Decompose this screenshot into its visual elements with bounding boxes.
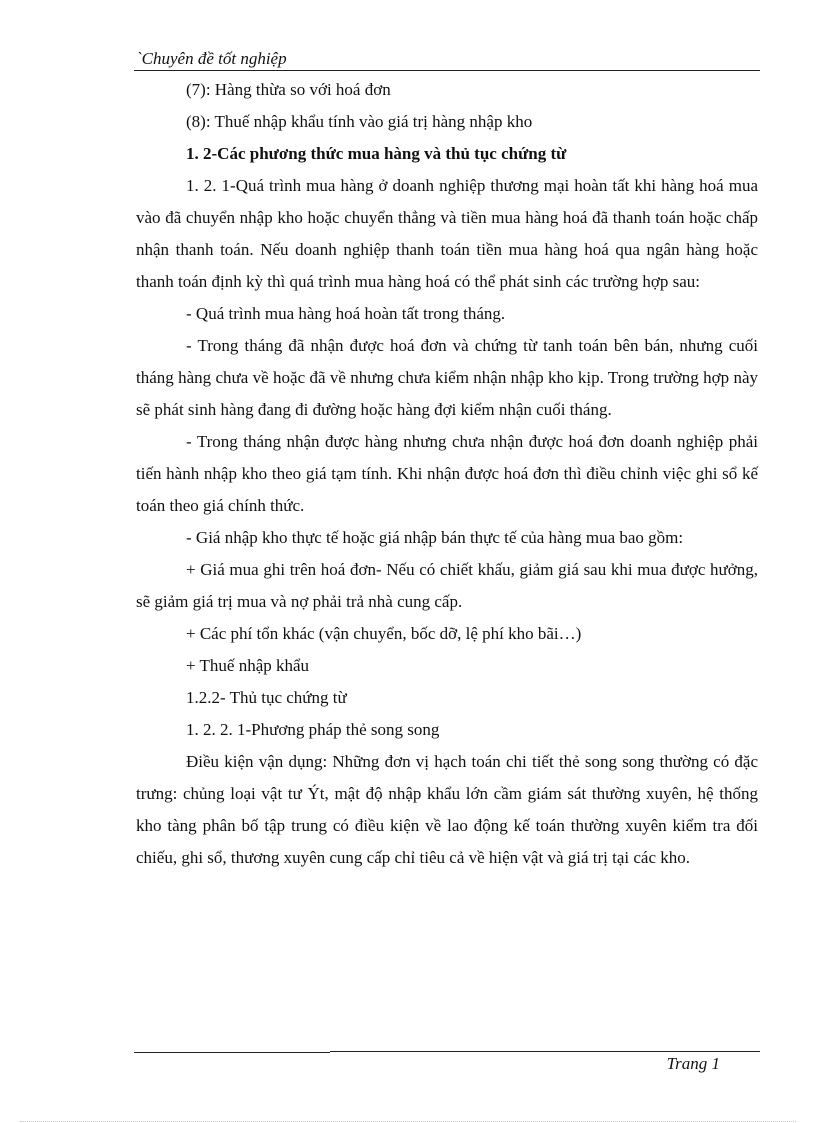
footer-divider-left — [134, 1052, 330, 1053]
paragraph-cost-purchase: + Giá mua ghi trên hoá đơn- Nếu có chiết khấu, giảm giá sau khi mua được hưởng, sẽ giảm giá trị mua và nợ phải trả nhà cung cấp. — [136, 560, 758, 611]
subsection-heading-1-2-2-1: 1. 2. 2. 1-Phương pháp thẻ song song — [186, 720, 440, 739]
page-number: Trang 1 — [666, 1054, 720, 1073]
document-body — [136, 74, 758, 874]
paragraph-cost-import-tax: + Thuế nhập khẩu — [186, 656, 310, 675]
section-heading-1-2: 1. 2-Các phương thức mua hàng và thủ tục chứng từ — [186, 144, 567, 163]
paragraph-cost-other: + Các phí tổn khác (vận chuyển, bốc dỡ, lệ phí kho bãi…) — [186, 624, 582, 643]
paragraph-note-8: (8): Thuế nhập khẩu tính vào giá trị hàng nhập kho — [186, 112, 533, 131]
paragraph-note-7: (7): Hàng thừa so với hoá đơn — [186, 80, 391, 99]
subsection-heading-1-2-2: 1.2.2- Thủ tục chứng từ — [186, 688, 347, 707]
paragraph-conditions: Điều kiện vận dụng: Những đơn vị hạch toán chi tiết thẻ song song thường có đặc trưng: chủng loại vật tư Ýt, mật độ nhập khẩu lớn cầm giám sát thường xuyên, hệ thống kho tàng phân bố tập trung có điều kiện về lao động kế toán thường xuyên kiểm tra đối chiếu, ghi sổ, thương xuyên cung cấp chỉ tiêu cả về hiện vật và giá trị tại các kho. — [136, 752, 758, 867]
footer-divider-right — [330, 1051, 760, 1052]
paragraph-cost-intro: - Giá nhập kho thực tế hoặc giá nhập bán thực tế của hàng mua bao gồm: — [186, 528, 684, 547]
paragraph-case-2: - Trong tháng đã nhận được hoá đơn và chứng từ tanh toán bên bán, nhưng cuối tháng hàng chưa về hoặc đã về nhưng chưa kiểm nhận nhập kho kịp. Trong trường hợp này sẽ phát sinh hàng đang đi đường hoặc hàng đợi kiểm nhận cuối tháng. — [136, 336, 758, 419]
header-title: `Chuyên đề tốt nghiệp — [136, 49, 287, 68]
header-divider — [134, 70, 760, 71]
paragraph-case-3: - Trong tháng nhận được hàng nhưng chưa nhận được hoá đơn doanh nghiệp phải tiến hành nhập kho theo giá tạm tính. Khi nhận được hoá đơn thì điều chỉnh việc ghi sổ kế toán theo giá chính thức. — [136, 432, 758, 515]
paragraph-1-2-1: 1. 2. 1-Quá trình mua hàng ở doanh nghiệp thương mại hoàn tất khi hàng hoá mua vào đã chuyển nhập kho hoặc chuyển thẳng và tiền mua hàng hoá đã thanh toán hoặc chấp nhận thanh toán. Nếu doanh nghiệp thanh toán tiền mua hàng hoá qua ngân hàng hoặc thanh toán định kỳ thì quá trình mua hàng hoá có thể phát sinh các trường hợp sau: — [136, 176, 758, 291]
paragraph-case-1: - Quá trình mua hàng hoá hoàn tất trong tháng. — [186, 304, 506, 323]
page-bottom-edge — [20, 1121, 796, 1122]
